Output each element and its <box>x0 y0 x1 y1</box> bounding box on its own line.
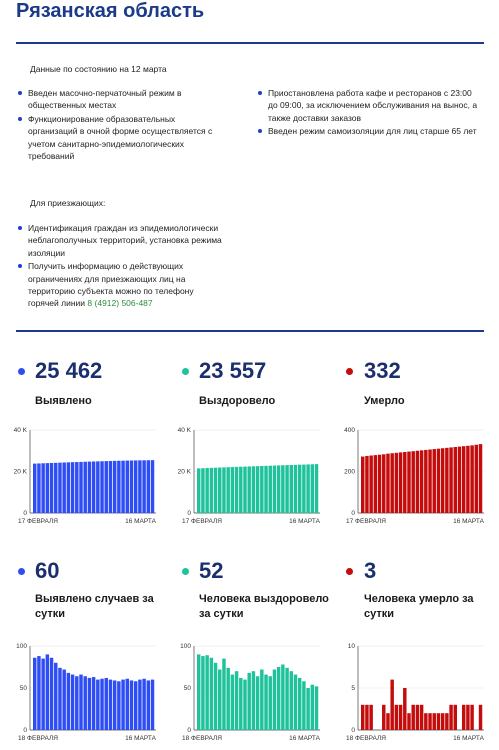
x-tick-label-end: 16 МАРТА <box>289 518 320 525</box>
bar <box>33 658 36 730</box>
bar <box>365 456 368 513</box>
bar <box>298 678 301 730</box>
daily-deaths-label: Человека умерло за сутки <box>364 593 474 620</box>
bar <box>378 455 381 513</box>
bar <box>424 450 427 513</box>
bar <box>260 670 263 730</box>
hotline-phone-link[interactable]: 8 (4912) 506-487 <box>87 298 153 309</box>
bar <box>462 705 465 730</box>
bar <box>126 679 129 730</box>
bar <box>374 455 377 513</box>
bar <box>441 713 444 730</box>
bar <box>105 678 108 730</box>
daily-confirmed-chart <box>8 640 160 746</box>
bar <box>130 680 133 730</box>
bar <box>100 679 103 730</box>
bar <box>315 686 318 730</box>
y-tick-label: 40 K <box>177 427 191 435</box>
bar <box>239 467 242 513</box>
bar <box>416 451 419 513</box>
bar <box>197 654 200 730</box>
bar <box>121 461 124 513</box>
bar <box>416 705 419 730</box>
daily-recovered: 52 <box>199 558 224 583</box>
bar <box>88 678 91 730</box>
bar <box>79 462 82 513</box>
bar <box>290 465 293 513</box>
bar <box>239 678 242 730</box>
bullet-icon <box>18 264 22 268</box>
bar <box>403 452 406 513</box>
bar <box>302 465 305 513</box>
bar <box>54 663 57 730</box>
bar <box>466 446 469 513</box>
bar <box>273 466 276 513</box>
bar <box>113 461 116 513</box>
list-item: Приостановлена работа кафе и ресторанов с 23:00 до 09:00, за исключением обслуживания на вынос, а также доставки заказов <box>258 87 480 124</box>
bar <box>117 461 120 513</box>
bar <box>386 713 389 730</box>
bar <box>382 454 385 513</box>
recovered-chart <box>172 424 324 529</box>
bar <box>222 467 225 513</box>
bar <box>62 670 65 730</box>
bar <box>420 705 423 730</box>
daily-confirmed: 60 <box>35 558 60 583</box>
bar <box>428 450 431 513</box>
bar <box>142 679 145 730</box>
bar <box>67 673 70 730</box>
bar <box>437 713 440 730</box>
bar <box>252 466 255 513</box>
visitors-list <box>18 222 226 311</box>
bar <box>105 461 108 513</box>
y-tick-label: 400 <box>344 427 355 435</box>
daily-deaths: 3 <box>364 558 377 583</box>
bar <box>264 466 267 513</box>
bar <box>306 688 309 730</box>
bar <box>395 705 398 730</box>
bar <box>113 680 116 730</box>
section-divider <box>16 330 484 332</box>
bar <box>302 681 305 730</box>
y-tick-label: 0 <box>23 510 27 518</box>
bar <box>41 659 44 730</box>
bullet-icon <box>18 226 22 230</box>
bar <box>138 460 141 513</box>
bar <box>369 456 372 513</box>
bar <box>231 675 234 730</box>
bar <box>37 656 40 730</box>
bar <box>445 713 448 730</box>
bar <box>243 680 246 730</box>
bar <box>109 680 112 730</box>
bar <box>46 463 49 513</box>
deaths-chart <box>336 424 488 529</box>
bar <box>67 462 70 513</box>
bar <box>88 462 91 513</box>
status-dot-icon <box>18 368 25 375</box>
bar <box>361 705 364 730</box>
x-tick-label-end: 16 МАРТА <box>453 518 484 525</box>
bar <box>222 659 225 730</box>
bar <box>424 713 427 730</box>
bar <box>411 451 414 513</box>
y-tick-label: 40 K <box>13 427 27 435</box>
bar <box>235 671 238 730</box>
x-tick-label-end: 16 МАРТА <box>453 735 484 742</box>
status-dot-icon <box>182 368 189 375</box>
bar <box>58 463 61 513</box>
status-dot-icon <box>182 568 189 575</box>
bar <box>197 468 200 513</box>
confirmed-total: 25 462 <box>35 358 103 383</box>
bar <box>433 713 436 730</box>
daily-confirmed-label: Выявлено случаев за сутки <box>35 593 154 620</box>
bar <box>79 675 82 730</box>
bar <box>54 463 57 513</box>
y-tick-label: 20 K <box>13 468 27 476</box>
visitors-heading: Для приезжающих: <box>30 198 106 208</box>
bar <box>399 452 402 513</box>
bar <box>420 450 423 513</box>
bar <box>142 460 145 513</box>
bar <box>231 467 234 513</box>
bar <box>126 461 129 513</box>
list-item: Получить информацию о действующих ограничениях для приезжающих лиц на территорию субъекта можно по телефону горячей линии 8 (4912) 506-487 <box>18 260 226 309</box>
bar <box>294 465 297 513</box>
bar <box>247 673 250 730</box>
daily-deaths-chart <box>336 640 488 746</box>
bar <box>458 447 461 513</box>
bar <box>386 454 389 513</box>
bar <box>210 468 213 513</box>
list-item: Введен режим самоизоляции для лиц старше 65 лет <box>258 125 480 137</box>
x-tick-label-end: 16 МАРТА <box>125 518 156 525</box>
deaths-label: Умерло <box>364 395 405 407</box>
bar <box>285 668 288 730</box>
bar <box>205 468 208 513</box>
bar <box>130 460 133 513</box>
bar <box>281 465 284 513</box>
bar <box>151 460 154 513</box>
bar <box>134 460 137 513</box>
bar <box>306 464 309 513</box>
bar <box>449 705 452 730</box>
bar <box>315 464 318 513</box>
y-tick-label: 0 <box>187 727 191 735</box>
bar <box>247 466 250 513</box>
bar <box>479 705 482 730</box>
confirmed-chart <box>8 424 160 529</box>
bar <box>75 462 78 513</box>
x-tick-label-end: 16 МАРТА <box>125 735 156 742</box>
bar <box>369 705 372 730</box>
bar <box>437 449 440 513</box>
bar <box>243 467 246 513</box>
bar <box>138 680 141 730</box>
y-tick-label: 0 <box>187 510 191 518</box>
bar <box>256 466 259 513</box>
daily-recovered-label: Человека выздоровело за сутки <box>199 593 329 620</box>
bar <box>46 654 49 730</box>
as-of-date: Данные по состоянию на 12 марта <box>30 64 167 74</box>
bar <box>445 448 448 513</box>
bar <box>470 445 473 513</box>
bar <box>201 468 204 513</box>
y-tick-label: 100 <box>16 643 27 651</box>
bar <box>109 461 112 513</box>
bar <box>62 462 65 513</box>
bar <box>390 680 393 730</box>
list-item: Введен масочно-перчаточный режим в общественных местах <box>18 87 226 112</box>
bar <box>407 713 410 730</box>
bar <box>470 705 473 730</box>
recovered-label: Выздоровело <box>199 395 276 407</box>
bar <box>121 680 124 730</box>
bullet-icon <box>18 91 22 95</box>
bar <box>201 656 204 730</box>
bar <box>256 676 259 730</box>
bar <box>235 467 238 513</box>
x-tick-label-start: 17 ФЕВРАЛЯ <box>346 518 386 525</box>
bar <box>407 452 410 513</box>
bar <box>96 680 99 730</box>
y-tick-label: 0 <box>351 510 355 518</box>
y-tick-label: 0 <box>23 727 27 735</box>
bar <box>475 445 478 513</box>
bar <box>50 463 53 513</box>
bar <box>50 658 53 730</box>
bar <box>390 453 393 513</box>
page-title: Рязанская область <box>16 0 205 22</box>
bar <box>311 685 314 730</box>
bar <box>218 670 221 730</box>
x-tick-label-start: 18 ФЕВРАЛЯ <box>182 735 222 742</box>
bar <box>361 457 364 513</box>
daily-recovered-chart <box>172 640 324 746</box>
bar <box>96 461 99 513</box>
deaths-total: 332 <box>364 358 401 383</box>
bar <box>147 680 150 730</box>
y-tick-label: 0 <box>351 727 355 735</box>
list-item: Функционирование образовательных организаций в очной форме осуществляется с учетом санитарно-эпидемиологических требований <box>18 113 226 162</box>
bar <box>403 688 406 730</box>
bar <box>37 463 40 513</box>
bar <box>83 676 86 730</box>
bar <box>205 655 208 730</box>
y-tick-label: 50 <box>19 685 27 693</box>
bar <box>382 705 385 730</box>
bar <box>454 447 457 513</box>
bar <box>83 462 86 513</box>
bar <box>433 449 436 513</box>
bar <box>428 713 431 730</box>
x-tick-label-start: 18 ФЕВРАЛЯ <box>346 735 386 742</box>
bar <box>92 677 95 730</box>
bar <box>226 668 229 730</box>
bar <box>277 667 280 730</box>
measures-list-right <box>258 87 480 139</box>
bar <box>264 675 267 730</box>
bar <box>92 461 95 513</box>
bar <box>117 681 120 730</box>
y-tick-label: 100 <box>180 643 191 651</box>
bar <box>71 462 74 513</box>
bar <box>218 468 221 513</box>
bar <box>466 705 469 730</box>
bar <box>365 705 368 730</box>
bar <box>479 444 482 513</box>
bar <box>151 680 154 730</box>
bar <box>214 468 217 513</box>
bar <box>441 448 444 513</box>
status-dot-icon <box>346 568 353 575</box>
y-tick-label: 10 <box>347 643 355 651</box>
y-tick-label: 5 <box>351 685 355 693</box>
x-tick-label-start: 18 ФЕВРАЛЯ <box>18 735 58 742</box>
x-tick-label-start: 17 ФЕВРАЛЯ <box>18 518 58 525</box>
bar <box>399 705 402 730</box>
bar <box>75 676 78 730</box>
bar <box>147 460 150 513</box>
bar <box>294 675 297 730</box>
bar <box>33 464 36 513</box>
status-dot-icon <box>18 568 25 575</box>
bar <box>252 671 255 730</box>
bar <box>449 447 452 513</box>
bar <box>454 705 457 730</box>
bar <box>395 453 398 513</box>
y-tick-label: 50 <box>183 685 191 693</box>
bullet-icon <box>258 129 262 133</box>
bar <box>226 467 229 513</box>
bar <box>273 670 276 730</box>
x-tick-label-start: 17 ФЕВРАЛЯ <box>182 518 222 525</box>
bar <box>411 705 414 730</box>
bar <box>281 664 284 730</box>
list-item: Идентификация граждан из эпидемиологически неблагополучных территорий, установка режима изоляции <box>18 222 226 259</box>
bar <box>462 446 465 513</box>
bar <box>210 658 213 730</box>
bar <box>311 464 314 513</box>
bar <box>100 461 103 513</box>
confirmed-label: Выявлено <box>35 395 92 407</box>
bar <box>277 465 280 513</box>
status-dot-icon <box>346 368 353 375</box>
bar <box>260 466 263 513</box>
bar <box>71 675 74 730</box>
y-tick-label: 20 K <box>177 468 191 476</box>
y-tick-label: 200 <box>344 468 355 476</box>
bar <box>269 466 272 513</box>
recovered-total: 23 557 <box>199 358 267 383</box>
bar <box>41 463 44 513</box>
bar <box>290 671 293 730</box>
measures-list-left <box>18 87 226 164</box>
bar <box>134 681 137 730</box>
bar <box>298 465 301 513</box>
bullet-icon <box>258 91 262 95</box>
header-divider <box>16 42 484 44</box>
bar <box>285 465 288 513</box>
bar <box>269 676 272 730</box>
x-tick-label-end: 16 МАРТА <box>289 735 320 742</box>
bar <box>214 663 217 730</box>
bullet-icon <box>18 117 22 121</box>
bar <box>58 668 61 730</box>
